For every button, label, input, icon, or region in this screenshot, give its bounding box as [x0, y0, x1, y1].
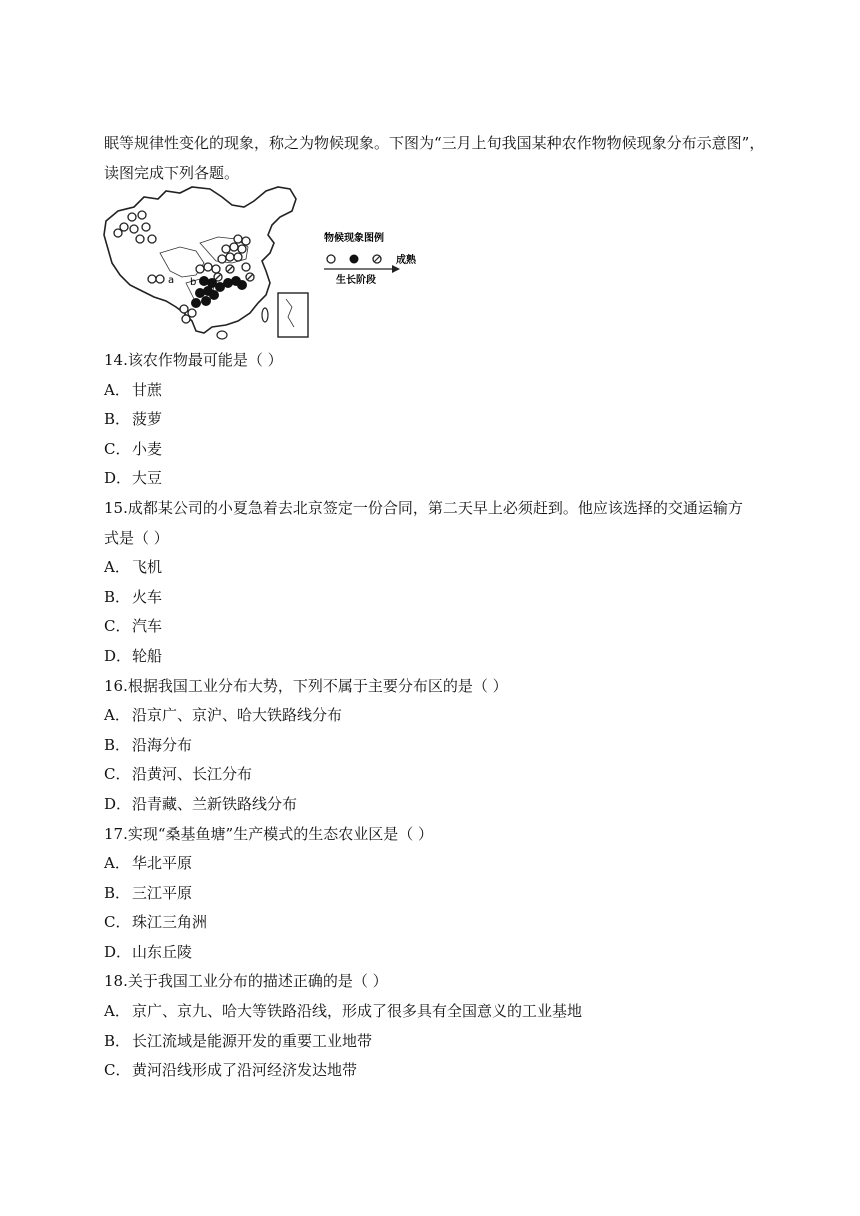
legend-open-circle-icon	[327, 255, 335, 263]
south-china-sea-inset	[278, 293, 308, 337]
legend-mature-label: 成熟	[396, 255, 416, 266]
option: D．轮船	[104, 646, 163, 665]
legend-arrowhead-icon	[392, 265, 400, 273]
option: A． 甘蔗	[104, 380, 163, 399]
question-14-stem: 14.该农作物最可能是（ ）	[104, 351, 283, 369]
option: C． 沿黄河、长江分布	[104, 765, 253, 784]
question-16-stem: 16.根据我国工业分布大势，下列不属于主要分布区的是（ ）	[104, 676, 508, 695]
china-phenology-map	[100, 183, 440, 343]
intro-paragraph	[104, 128, 764, 188]
option: D．大豆	[104, 469, 163, 488]
legend-title: 物候现象图例	[324, 233, 384, 244]
option: D．沿青藏、兰新铁路线分布	[104, 794, 298, 813]
option: B． 沿海分布	[104, 735, 193, 754]
question-list	[104, 346, 784, 1086]
hainan-island	[217, 331, 227, 339]
option: D．山东丘陵	[104, 942, 193, 961]
option: A． 沿京广、京沪、哈大铁路线分布	[104, 706, 343, 725]
option: C． 黄河沿线形成了沿河经济发达地带	[104, 1061, 358, 1080]
option: A． 京广、京九、哈大等铁路沿线，形成了很多具有全国意义的工业基地	[104, 1002, 583, 1021]
option: C． 小麦	[104, 439, 163, 458]
option: A． 飞机	[104, 558, 163, 577]
intro-line-1: 眠等规律性变化的现象，称之为物候现象。下图为“三月上旬我国某种农作物物候现象分布示意图”，	[104, 134, 765, 152]
option: A． 华北平原	[104, 854, 193, 873]
legend-filled-circle-icon	[350, 255, 359, 264]
option: B． 长江流域是能源开发的重要工业地带	[104, 1031, 373, 1050]
question-15-stem-cont: 式是（ ）	[104, 528, 169, 547]
option: B． 火车	[104, 587, 163, 606]
legend-stage-label: 生长阶段	[336, 275, 376, 286]
intro-line-2: 读图完成下列各题。	[104, 164, 240, 182]
option: B． 三江平原	[104, 883, 193, 902]
label-a: a	[168, 275, 175, 286]
option: B． 菠萝	[104, 410, 163, 429]
taiwan-island	[262, 308, 268, 322]
question-15-stem: 15.成都某公司的小夏急着去北京签定一份合同，第二天早上必须赶到。他应该选择的交通运输方	[104, 498, 743, 517]
question-18-stem: 18.关于我国工业分布的描述正确的是（ ）	[104, 972, 388, 991]
option: C． 汽车	[104, 617, 163, 636]
option: C． 珠江三角洲	[104, 913, 208, 932]
label-b: b	[190, 277, 197, 288]
phenology-map-figure	[100, 183, 440, 343]
question-17-stem: 17.实现“桑基鱼塘”生产模式的生态农业区是（ ）	[104, 824, 433, 843]
